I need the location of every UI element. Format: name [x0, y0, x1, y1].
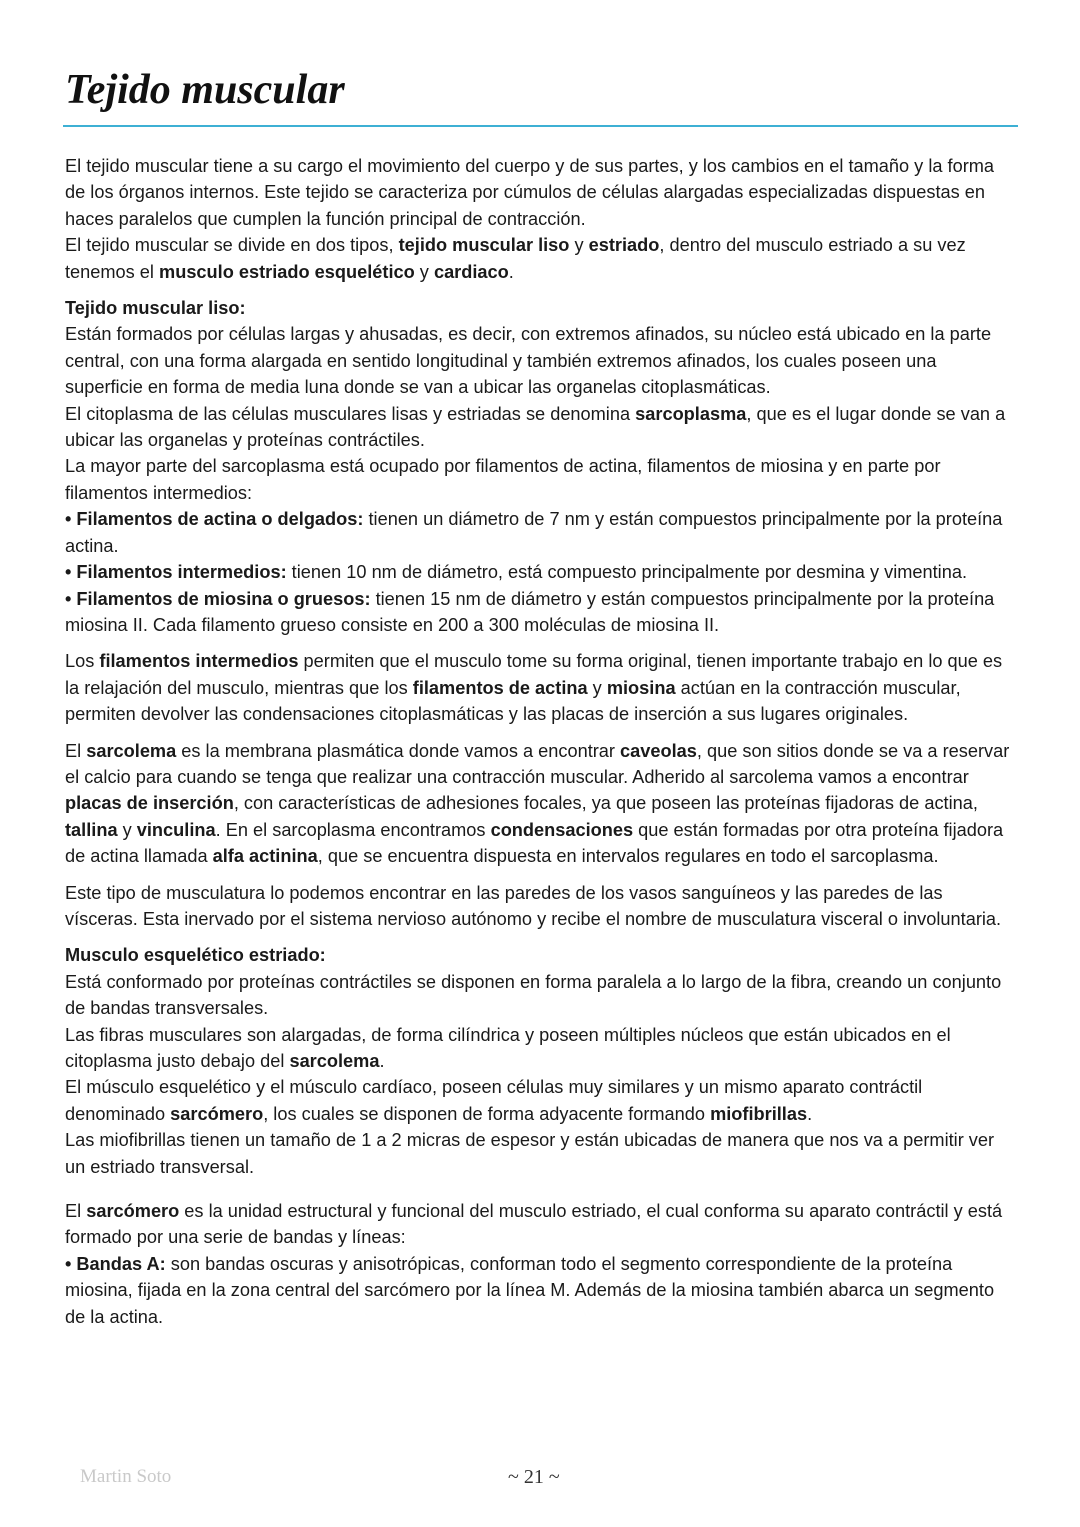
liso-paragraph-3: La mayor parte del sarcoplasma está ocupado por filamentos de actina, filamentos de miosina y en parte por filamentos intermedios:	[65, 456, 941, 503]
filament-list	[65, 506, 1015, 638]
list-item: • Bandas A: son bandas oscuras y anisotrópicas, conforman todo el segmento correspondiente de la proteína miosina, fijada en la zona central del sarcómero por la línea M. Además de la miosina también abarca un segmento de la actina.	[65, 1253, 995, 1327]
esqueletico-paragraph-1: Está conformado por proteínas contráctiles se disponen en forma paralela a lo largo de la fibra, creando un conjunto de bandas transversales.	[65, 971, 1002, 1019]
intro-paragraph-2: El tejido muscular se divide en dos tipos, tejido muscular liso y estriado, dentro del musculo estriado a su vez tenemos el musculo estriado esquelético y cardiaco.	[65, 235, 966, 282]
document-body	[65, 153, 1015, 1330]
list-item: • Filamentos intermedios: tienen 10 nm de diámetro, está compuesto principalmente por desmina y vimentina.	[65, 562, 967, 583]
liso-paragraph-2: El citoplasma de las células musculares lisas y estriadas se denomina sarcoplasma, que es el lugar donde se van a ubicar las organelas y proteínas contráctiles.	[65, 403, 1006, 451]
liso-paragraph-6: Este tipo de musculatura lo podemos encontrar en las paredes de los vasos sanguíneos y las paredes de las vísceras. Esta inervado por el sistema nervioso autónomo y recibe el nombre de musculatura visceral o involuntaria.	[65, 882, 1002, 929]
page-number: ~ 21 ~	[508, 1466, 560, 1488]
liso-paragraph-1: Están formados por células largas y ahusadas, es decir, con extremos afinados, su núcleo está ubicado en la parte central, con una forma alargada en sentido longitudinal y también extremos afinados, los cuales poseen una superficie en forma de media luna donde se van a ubicar las organelas citoplasmáticas.	[65, 324, 992, 398]
footer-author: Martin Soto	[80, 1466, 172, 1487]
title-divider	[63, 125, 1018, 127]
section-heading-esqueletico: Musculo esquelético estriado:	[65, 945, 326, 966]
esqueletico-paragraph-5: El sarcómero es la unidad estructural y funcional del musculo estriado, el cual conforma su aparato contráctil y está formado por una serie de bandas y líneas:	[65, 1201, 1003, 1248]
liso-paragraph-4: Los filamentos intermedios permiten que el musculo tome su forma original, tienen importante trabajo en lo que es la relajación del musculo, mientras que los filamentos de actina y miosina actúan en la contracción muscular, permiten devolver las condensaciones citoplasmáticas y las placas de inserción a sus lugares originales.	[65, 651, 1003, 725]
list-item: • Filamentos de miosina o gruesos: tienen 15 nm de diámetro y están compuestos principalmente por la proteína miosina II. Cada filamento grueso consiste en 200 a 300 moléculas de miosina II.	[65, 588, 995, 635]
esqueletico-paragraph-4: Las miofibrillas tienen un tamaño de 1 a 2 micras de espesor y están ubicadas de manera que nos va a permitir ver un estriado transversal.	[65, 1130, 995, 1177]
intro-paragraph-1: El tejido muscular tiene a su cargo el movimiento del cuerpo y de sus partes, y los cambios en el tamaño y la forma de los órganos internos. Este tejido se caracteriza por cúmulos de células alargadas especializadas dispuestas en haces paralelos que cumplen la función principal de contracción.	[65, 156, 995, 229]
esqueletico-paragraph-3: El músculo esquelético y el músculo cardíaco, poseen células muy similares y un mismo aparato contráctil denominado sarcómero, los cuales se disponen de forma adyacente formando miofibrillas.	[65, 1077, 923, 1124]
section-heading-liso: Tejido muscular liso:	[65, 298, 246, 319]
page-title: Tejido muscular	[65, 67, 345, 113]
list-item: • Filamentos de actina o delgados: tienen un diámetro de 7 nm y están compuestos principalmente por la proteína actina.	[65, 509, 1003, 556]
liso-paragraph-5: El sarcolema es la membrana plasmática donde vamos a encontrar caveolas, que son sitios donde se va a reservar el calcio para cuando se tenga que realizar una contracción muscular. Adherido al sarcolema vamos a encontrar placas de inserción, con características de adhesiones focales, ya que poseen las proteínas fijadoras de actina, tallina y vinculina. En el sarcoplasma encontramos condensaciones que están formadas por otra proteína fijadora de actina llamada alfa actinina, que se encuentra dispuesta en intervalos regulares en todo el sarcoplasma.	[65, 740, 1010, 867]
esqueletico-paragraph-2: Las fibras musculares son alargadas, de forma cilíndrica y poseen múltiples núcleos que están ubicados en el citoplasma justo debajo del sarcolema.	[65, 1024, 951, 1071]
